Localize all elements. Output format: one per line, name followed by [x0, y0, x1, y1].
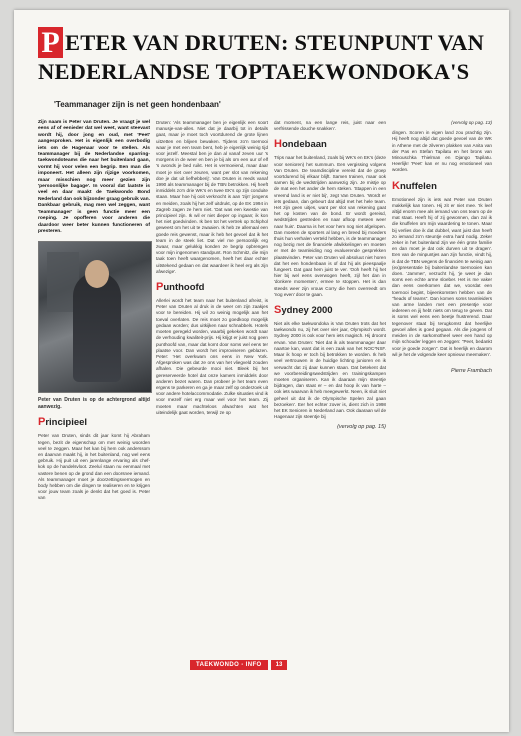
column-3: [274, 120, 386, 431]
article-photo: [38, 241, 152, 393]
heading-principieel: Principieel: [38, 416, 88, 429]
article-title: [38, 27, 494, 87]
column-3-intro: dat moment, na een lange reis, juist naar een verfrissende douche snakken'.: [274, 120, 386, 132]
hondebaan-text: Trips naar het buitenland, zoals bij WK's en EK's (deze voor senioren) het summum. Een vergissing volgens Van Druten. De teamdiscipline vereist dat de groep voortdurend bij elkaar blijft. Samen trainen, maar ook samen bij de wedstrijden aanwezig zijn. Je mistje op de mat een het ander de hem steken. 'Stappen in een vreemd land is er niet bij', zegt Van Druten. 'Wordt er iets gedaan, dan gebeurt dat altijd met het hele team. Het zijn geen uitjes, want per slot van rekening gaat het op kosten van de bond. Er wordt gereisd, wedstrijden gestreden en naar afloop meteen weer naar huis'. Daarna is het voor hem nog niet afgelopen. Dan moeten de sporters al lang en breed bij moeders thuis hun verhalen verteld hebben, is de teammanager nog bezig met de financiële afwikkelingen en moeten er met de teamleiding nog evaluerende gesprekken plaatsvinden. Peter van Druten wil absoluut niet horen dat het een hondenbaan is of dat hij als pieespaalje fungeert. Dat gaat hem juist te ver. 'Ooh heeft hij het hier bij wel eens overwogen heeft, zijl het dan in 'donkere momenten', ermee te stoppen. Het is dan steeds weer zijn vrouw Corry die hem overreedt om 'nog even' door te gaan.: [274, 155, 386, 297]
lead-paragraph: Zijn naam is Peter van Druten. Je vraagt je wel eens af of eenieder dat wel weet, want steevast wordt hij, door jong en oud, met 'Peet' aangesproken. Het is eigenlijk een overbodig iets om de Hagenaar voor te stellen. Als teammanager bij de Nederlandse sparring-taekwondoteams die naar het buitenland gaan, vormt hij voor velen een begrip. Een man die imponeert. Het alleen zijn rijzige voorkomen, maar misschien nog meer gezien zijn 'persoonlijke bagage'. In vooral dat laatste is veel en daar maakt de Taekwondo Bond Nederland dan ook bijzonder graag gebruik van. Dankbaar gebruik, mag men wel zeggen, want 'teammanager' is geen functie meer een roeping. Je opofferen voor anderen die daardoor weer beter kunnen functioneren of presteren.: [38, 120, 150, 234]
heading-knuffelen: Knuffelen: [392, 179, 437, 192]
photo-person-body: [73, 272, 121, 382]
page-footer: [190, 660, 287, 670]
heading-sydney: Sydney 2000: [274, 304, 333, 317]
knuffelen-text: Emotioneel zijn is iets wat Peter van Druten makkelijk kan tonen. Hij zit er niet mee. 'Ik leef altijd enorm mee als iemand van ons team op de mat staat. Heeft hij of zij gewonnen, dan zal ik die knuffelen om mijn waardering te tonen. Maar bij verlies doe ik dat dubbel, want juist dan heeft zo iemand zo'n steuntje extra hard nodig. Zeker zeker in het buitenland zijn we één grote familie en dan moet je dat ook durven uit te dragen'. Een van de minpuntjes aan zijn functie, vindt hij, is dat de TBN wegens de financiën te weinig aan (ex)presentatie bij buitenlandse toernooien kan doen. 'Jammer', verzucht hij, 'je weet je dan soms een echte arme sloeber. Het is me vaker dan eens overkomen dat we, voordat een toernooi begint, bijeenkomsten hebben van de "heads of teams". Dan komen soms teamleiders van arme landen met een presentje voor iedereen en jij hebt niets om terug te geven. Dat is soms wel eens een beetje frustrerend. Daar tegenover staat bij terugkomst dat heerlijke gevoel alles is goed gegaan. Als die jongens of meiden in de sarkomotheel weer een hand op mijn schouder leggen en zeggen: "Peet, bedankt voor je goede zorgen". Dat is heerlijk en daarom wil je het de volgende keer opnieuw meemaken'.: [392, 196, 492, 357]
title-line-2: NEDERLANDSE TOPTAEKWONDOKA'S: [38, 59, 470, 84]
title-line-1: ETER VAN DRUTEN: STEUNPUNT VAN: [65, 30, 485, 55]
column-4-intro: dingen. Scoren in eigen land zou prachtig zijn. Hij heeft nog altijd dat goede gevoel van de WK in Athene met de zilveren plakken van Anita van der Pas en Stefan Tapilatu en het brons van Minouschka Thielman en Django Tapilatu. Heerlijk! 'Peet' kan er nu nog emotioneel van worden.: [392, 130, 492, 173]
continued-note-top: (vervolg op pag. 13): [451, 120, 492, 125]
sydney-text: Niet als elke taekwondoka is Van Druten trots dat het taekwondo nu, zij het over vier jaar, Olympisch wordt. Sydney 2000 is ook voor hem iets magisch. Hij droomt ervan. Van Druten: 'Niet dat ik als teammanager daar naartoe kan, want dat is een zaak van het NOC*NSF. Maar ik hoop er toch bij betrokken te worden. Ik heb veel vertrouwen in de huidige lichting junioren en ik verwacht dat zij daar kunnen staan. Dat betekent dat we voorbereidingswedstrijden en trainingskampen moeten organiseren. Kan ik daaraan mijn steentje bijdragen, dan staat er – en dat hoop ik van harte – ook iets waarvan ik heb meegewerkt. Neen, ik sluit niet geheel uit dat ik de Olympische Spelen zal gaan bezoeken'. Eer het echter zover is, dient zich in 1998 het EK Senioren in Nederland aan. Ook daaraan wil de Hagenaar zijn steentje bij: [274, 321, 386, 420]
punthoofd-text: Allerlei wordt het team naar het buitenland afreist, is Peter van Druten al druk in de weer om zijn zaakjes voor te bereiden. Hij wil zo weinig mogelijk aan het toeval overlaten. De reis moet zo goedkoop mogelijk gedaan worden; dus uitkijken naar schnabbels. Hotels moeten geregeld worden, waarbij gekeken wordt naar de verhouding kwaliteit-prijs. Hij krijgt er juist nog geen punthoofd van, maar dat komt door soms wel eens ter plaatse voor. Dan wordt het improviseren geblazen. Peter: 'Het overkwam ons eens in New York. Afgesproken was dat ze ons van het vliegveld zouden afhalen. Die gebeurde mooi niet. Bleek bij het gereserveerde hotel dat onze kamers inmiddels door anderen bezet waren. Dan probeer je het team even ergens te parkeren en ga je maar zelf op onderzoek uit voor andere hotelaccommodatie. Zulke situaties vind ik voor mezelf niet erg maar wel voor het team. Zij moeten maar machteloos afwachten wat het uiteindelijk gaat worden, terwijl ze op: [156, 298, 268, 415]
title-dropcap: P: [38, 27, 63, 58]
page-number: 13: [271, 660, 288, 670]
continued-note-bottom: (vervolg op pag. 15): [337, 424, 386, 431]
magazine-page: [14, 10, 509, 732]
column-2: [156, 120, 268, 419]
heading-punthoofd: Punthoofd: [156, 281, 205, 294]
photo-caption: Peter van Druten is op de achtergrond altijd aanwezig.: [38, 397, 150, 410]
principieel-text: Peter van Druten, sinds dit jaar komt hij Abraham tegen, bezit de eigenschap om met weinig woorden veel te zeggen. Maar het kan bij hem ook anderssom en daarvan maakt hij, in het buitenland, nog wel eens gebruik. Hij puit uit een jarenlange ervaring als chef-kok op de handelsvloot. Zeeluí staan nu eenmaal met vastere benen op de grond dan een doorsnee iemand. Als teammanager moet je doorzettingsvermogen en body hebben om die dingen te realiseren en te krijgen voor jouw team zoals je denkt dat het goed is. Peter van: [38, 433, 150, 501]
column-1: [38, 120, 150, 505]
magazine-name: TAEKWONDO - INFO: [190, 660, 268, 670]
article-subtitle: 'Teammanager zijn is net geen hondenbaan': [54, 100, 221, 109]
heading-hondebaan: Hondebaan: [274, 138, 327, 151]
author-signature: Pierre Frambach: [451, 367, 492, 374]
column-2-text: Druten: 'Als teammanager ben je eigenlijk een soort manusje-van-alles. Niet dat je daarbij tot in details gaat, maar je moet toch voortdurend de grote lijnen uitzetten en blijven bewaken. Tijdens zo'n toernooi waar je met een team bent, heb je eigenlijk weinig tijd voor jezelf. Meestal ben je dan al vanaf zeven uur 's morgens in de weer en ben je bij als om een uur of elf 's avonds je bed ruikt. Het is vermoeiend, maar daar moet je niet over zeuren, want per slot van rekening doe je dat uit liefhebberij'. Van Druten is reeds vanaf 1990 als teammanager bij de TBN betrokken. Hij heeft inmiddels zo'n drie WK's en twee EK's op zijn conduite staan. Maar hoe hij ooit verknocht is aan 'zijn' jongens en meiden, zoals hij het zelf uitdrukt, op de EK 1994 in Zagreb zagen ze hem niet. 'Dat was een kwestie van principieel zijn. Ik wil er niet dieper op ingaan; ik kon het niet goedvinden. Ik ben tot het vertrek op Schiphol geweest om het uit te zwaaien. Ik heb ze allemaal een goede reis gewenst, maar ik heb het gevoel dat ik het team in de steek liet. Dat viel me persoonlijk erg zwaar, maar gelukkig konden ze begrip opbrengen voor mijn ingenomen standpunt. Ron Schmitz, die mijn taak toen heeft waargenomen, heeft het daar echter uitstekend gedaan en dat waardeer ik heel erg als zijn afwezige'.: [156, 120, 268, 274]
